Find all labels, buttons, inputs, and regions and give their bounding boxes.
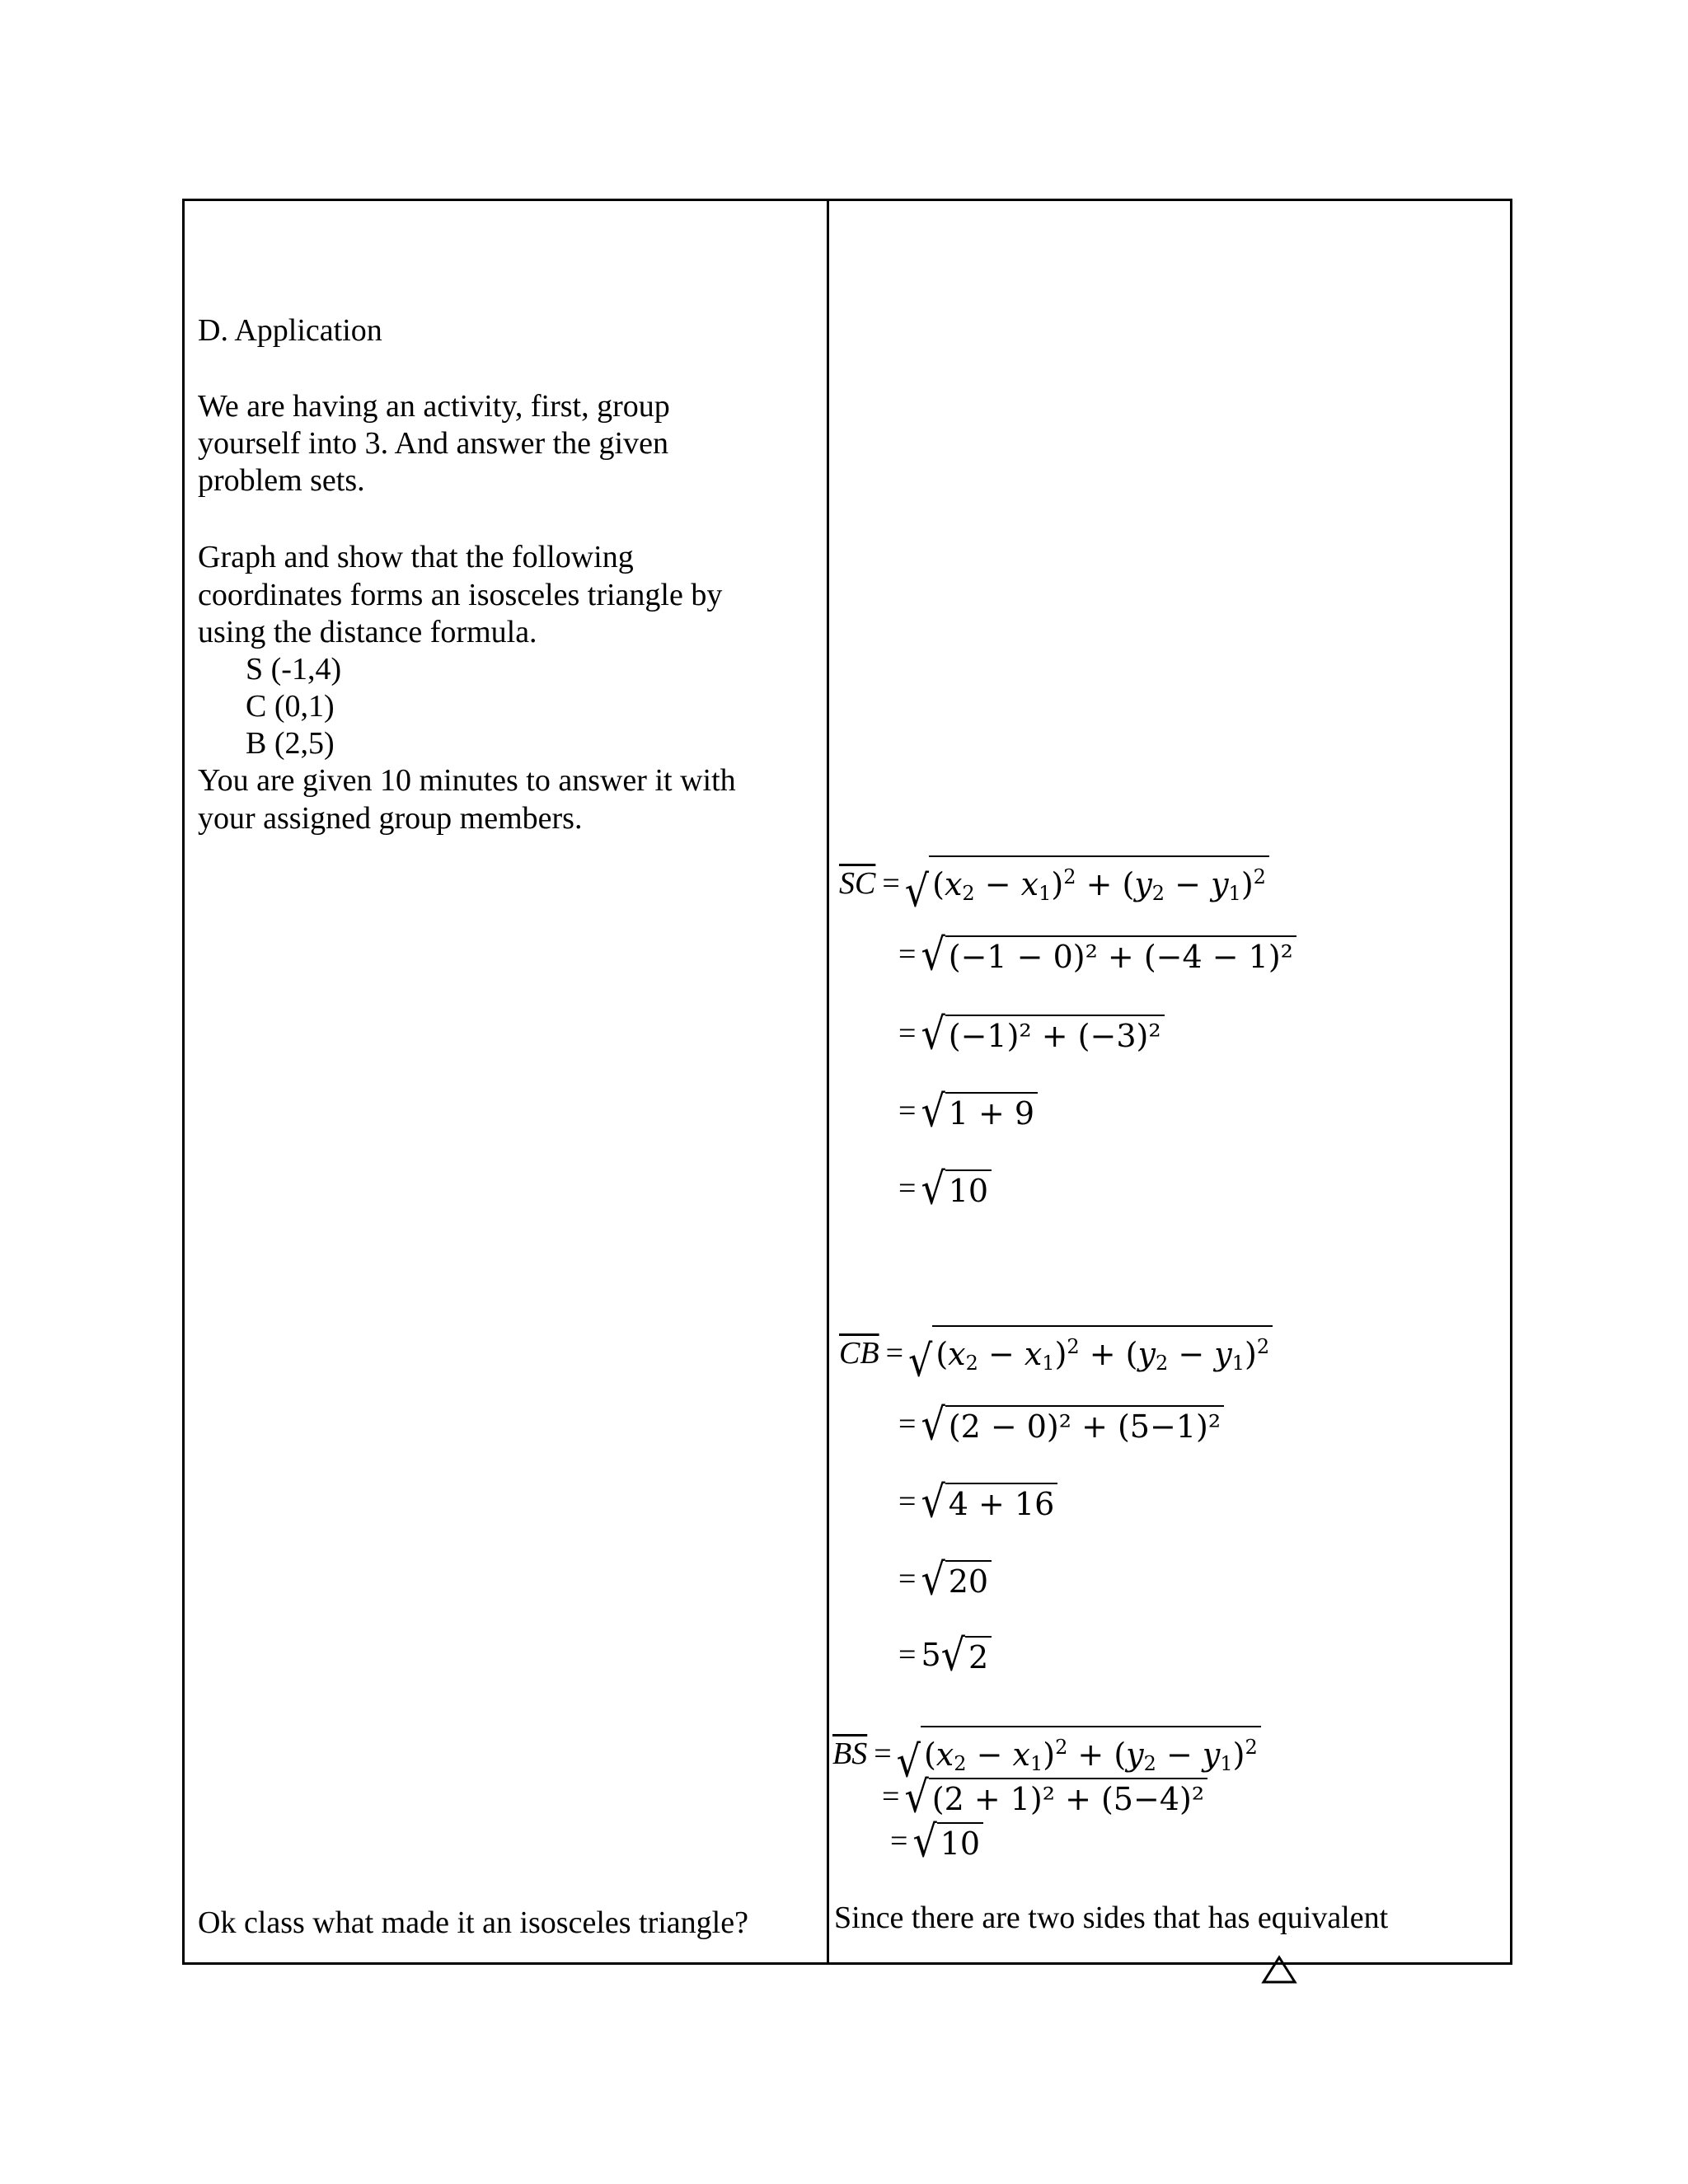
instruction-line-2: yourself into 3. And answer the given [198,426,668,461]
bs-result: = √ 10 [890,1818,983,1864]
point-b: B (2,5) [246,726,335,761]
time-line-1: You are given 10 minutes to answer it with [198,763,736,798]
point-c: C (0,1) [246,689,335,724]
cb-step-2: = √ 4 + 16 [898,1479,1057,1525]
time-line-2: your assigned group members. [198,801,583,836]
column-divider [827,201,829,1962]
bottom-answer: Since there are two sides that has equivalent [834,1900,1389,1935]
section-heading: D. Application [198,313,382,348]
sc-step-3: = √ 1 + 9 [898,1088,1038,1134]
sqrt: √ $(x_2 - x_1)^2 + (y_2 - y_1)^2$ [905,855,1269,912]
bottom-question: Ok class what made it an isosceles triangle? [198,1905,748,1940]
sc-formula: $\overline{SC}$ = √ $(x_2 - x_1)^2 + (y_2 - y_1)^2$ [839,855,1269,912]
problem-line-3: using the distance formula. [198,615,537,649]
sc-result: = √ 10 [898,1165,992,1212]
instruction-line-3: problem sets. [198,463,365,498]
cb-step-1: = √ (2 − 0)² + (5−1)² [898,1401,1224,1447]
bs-label: $\overline{BS}$ [832,1736,868,1771]
cb-result: = 5 √ 2 [898,1632,992,1678]
triangle-outline-icon [1261,1955,1297,1985]
cb-formula: $\overline{CB}$ = √ $(x_2 - x_1)^2 + (y_2 - y_1)^2$ [839,1325,1273,1381]
sc-label: $\overline{SC}$ [839,866,876,901]
point-s: S (-1,4) [246,652,342,687]
cb-step-3: = √ 20 [898,1556,992,1602]
lesson-table [182,199,1512,1965]
cb-label: $\overline{CB}$ [839,1336,879,1371]
problem-line-1: Graph and show that the following [198,540,634,574]
problem-line-2: coordinates forms an isosceles triangle by [198,578,723,612]
bs-step-1: = √ (2 + 1)² + (5−4)² [882,1774,1207,1820]
sc-step-1: = √ (−1 − 0)² + (−4 − 1)² [898,931,1296,977]
bs-formula: $\overline{BS}$ = √ $(x_2 - x_1)^2 + (y_2 - y_1)^2$ [832,1726,1261,1782]
instruction-line-1: We are having an activity, first, group [198,389,670,424]
sc-step-2: = √ (−1)² + (−3)² [898,1010,1165,1057]
